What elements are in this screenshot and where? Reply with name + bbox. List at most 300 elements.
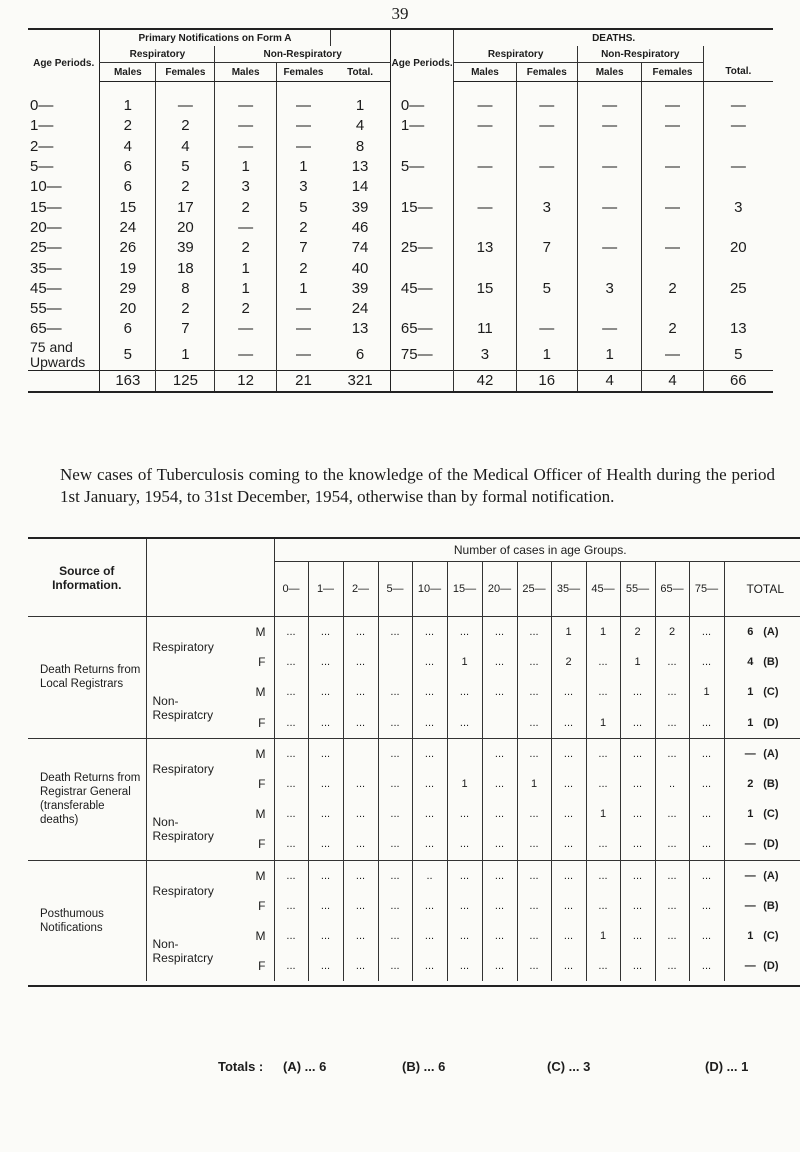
row-total-value: — xyxy=(744,869,756,882)
category-non-respiratory xyxy=(146,677,234,738)
age-count-cell: ... xyxy=(412,708,447,739)
cell-rf: 2 xyxy=(156,116,215,136)
age-count-cell: 1 xyxy=(447,647,482,677)
row-total-code: (A) xyxy=(763,626,779,639)
row-total xyxy=(724,829,800,860)
age-count-cell: ... xyxy=(308,921,343,951)
age-count-cell: 1 xyxy=(586,708,620,739)
cell-nf: 1 xyxy=(276,279,330,299)
age-count-cell: 1 xyxy=(517,769,551,799)
age-count-cell: ... xyxy=(412,647,447,677)
cell-dnm: — xyxy=(577,197,641,217)
cell-age2: 45— xyxy=(390,279,453,299)
cell-tot: 13 xyxy=(351,158,369,176)
age-count-cell: ... xyxy=(517,860,551,891)
cell-nm: 2 xyxy=(215,299,276,319)
females-header: Females xyxy=(642,63,703,82)
age-period-cell: 1— xyxy=(30,117,54,135)
age-count-cell: ... xyxy=(586,738,620,769)
cell-dtot: 5 xyxy=(703,340,773,371)
cell-tot: 74 xyxy=(351,239,369,257)
age-count-cell: ... xyxy=(274,951,308,981)
cell-dtot xyxy=(703,299,773,319)
sex-label: F xyxy=(258,715,266,730)
row-total-value: — xyxy=(744,747,756,760)
age-count-cell: ... xyxy=(689,891,724,921)
deaths-group-header: DEATHS. xyxy=(454,29,773,46)
age-row xyxy=(28,340,773,371)
age-count-cell: ... xyxy=(308,617,343,648)
cell-drf xyxy=(516,137,577,157)
non-respiratory-line1: Non- xyxy=(152,937,179,952)
cell-age2 xyxy=(390,177,453,197)
age-count-cell: ... xyxy=(586,677,620,707)
age-count-cell: ... xyxy=(378,829,412,860)
age-count-cell: ... xyxy=(482,860,517,891)
age-count-cell: ... xyxy=(274,708,308,739)
age-count-cell: ... xyxy=(447,799,482,829)
cell-drm: 11 xyxy=(454,319,516,339)
cell-nm: — xyxy=(215,319,276,339)
row-total-value: 1 xyxy=(747,929,754,942)
cell-dtot xyxy=(703,137,773,157)
age-period-cell: 20— xyxy=(30,218,62,236)
cell-age2 xyxy=(390,299,453,319)
age-count-cell: ... xyxy=(343,799,378,829)
cell-rm: 5 xyxy=(100,340,156,371)
age-count-cell: ... xyxy=(274,921,308,951)
age-count-cell: ... xyxy=(517,829,551,860)
cell-drf xyxy=(516,299,577,319)
age-count-cell: ... xyxy=(274,617,308,648)
age-row xyxy=(28,218,773,238)
age-count-cell: ... xyxy=(620,860,655,891)
total-c: (C) ... 3 xyxy=(547,1059,591,1074)
cell-rm: 29 xyxy=(100,279,156,299)
age-count-cell: ... xyxy=(620,829,655,860)
age-count-cell: 1 xyxy=(586,799,620,829)
deaths-non-respiratory-header: Non-Respiratory xyxy=(577,46,703,63)
age-periods-header-2: Age Periods. xyxy=(390,46,453,82)
age-count-cell: ... xyxy=(689,860,724,891)
row-total-value: — xyxy=(744,960,756,973)
age-count-cell: ... xyxy=(517,921,551,951)
cell-age2: 0— xyxy=(390,96,453,116)
cell-age2: 75— xyxy=(390,340,453,371)
cell-dnm: — xyxy=(577,96,641,116)
age-count-cell: ... xyxy=(551,738,586,769)
age-row xyxy=(28,279,773,299)
age-count-cell: 1 xyxy=(689,677,724,707)
cell-rm: 6 xyxy=(100,319,156,339)
category-respiratory: Respiratory xyxy=(146,617,234,678)
age-group-header: 25— xyxy=(517,562,551,617)
age-row xyxy=(28,319,773,339)
cell-nf: 2 xyxy=(276,258,330,278)
cell-dnf xyxy=(642,218,703,238)
total-header: Total. xyxy=(330,63,390,82)
age-count-cell: ... xyxy=(586,891,620,921)
age-count-cell: ... xyxy=(274,829,308,860)
row-total-code: (A) xyxy=(763,747,779,760)
cell-drm xyxy=(454,177,516,197)
age-count-cell: ... xyxy=(378,708,412,739)
age-count-cell: ... xyxy=(343,677,378,707)
age-group-header: 35— xyxy=(551,562,586,617)
row-total xyxy=(724,951,800,981)
header-blank xyxy=(330,29,390,46)
cell-nm: 1 xyxy=(215,258,276,278)
row-total xyxy=(724,891,800,921)
age-count-cell: ... xyxy=(655,951,689,981)
age-count-cell: 1 xyxy=(447,769,482,799)
cell-nm: — xyxy=(215,137,276,157)
age-count-cell: ... xyxy=(482,647,517,677)
age-row xyxy=(28,197,773,217)
age-count-cell: ... xyxy=(308,647,343,677)
cell-nf: — xyxy=(276,96,330,116)
age-count-cell: ... xyxy=(655,647,689,677)
cell-nf: — xyxy=(276,340,330,371)
cell-rf: 39 xyxy=(156,238,215,258)
cell-rm: 19 xyxy=(100,258,156,278)
sex-label: F xyxy=(258,777,266,792)
source-label: Posthumous Notifications xyxy=(28,860,146,981)
age-count-cell: ... xyxy=(586,769,620,799)
header-blank xyxy=(703,46,773,63)
cell-dnf xyxy=(642,137,703,157)
age-group-header: 10— xyxy=(412,562,447,617)
age-count-cell: ... xyxy=(689,708,724,739)
category-non-respiratory xyxy=(146,799,234,860)
table1-totals-row xyxy=(28,370,773,392)
age-count-cell: ... xyxy=(308,708,343,739)
age-count-cell: ... xyxy=(308,829,343,860)
age-count-cell: ... xyxy=(482,738,517,769)
age-count-cell: ... xyxy=(517,617,551,648)
age-count-cell: ... xyxy=(378,860,412,891)
sex-label: F xyxy=(258,898,266,913)
sex-label: F xyxy=(258,655,266,670)
age-count-cell: ... xyxy=(620,921,655,951)
age-count-cell: ... xyxy=(447,677,482,707)
sex-label: F xyxy=(258,959,266,974)
source-label: Death Returns from Local Registrars xyxy=(40,664,141,691)
cell-nm: 2 xyxy=(215,197,276,217)
males-header: Males xyxy=(100,63,156,82)
cell-rf: 17 xyxy=(156,197,215,217)
cell-rf: — xyxy=(156,96,215,116)
category-header xyxy=(146,538,274,617)
corner-cell xyxy=(28,29,100,46)
age-count-cell: ... xyxy=(551,921,586,951)
cell-drm: — xyxy=(454,197,516,217)
age-group-header: 2— xyxy=(343,562,378,617)
cell-tot: 39 xyxy=(351,198,369,216)
age-count-cell: .. xyxy=(655,769,689,799)
age-group-header: 0— xyxy=(274,562,308,617)
age-count-cell: ... xyxy=(378,677,412,707)
cell-nm: — xyxy=(215,340,276,371)
cell-tot: 14 xyxy=(351,178,369,196)
cell-rf: 8 xyxy=(156,279,215,299)
age-count-cell: ... xyxy=(586,951,620,981)
age-count-cell: ... xyxy=(586,829,620,860)
non-respiratory-line1: Non- xyxy=(152,693,179,708)
age-count-cell: ... xyxy=(447,921,482,951)
age-period-cell: 55— xyxy=(30,300,62,318)
age-count-cell: ... xyxy=(412,921,447,951)
cell-drf: — xyxy=(516,157,577,177)
age-count-cell: ... xyxy=(343,829,378,860)
row-total-value: — xyxy=(744,899,756,912)
cell-rm: 24 xyxy=(100,218,156,238)
age-periods-header: Age Periods. xyxy=(33,58,95,70)
cell-drf: — xyxy=(516,116,577,136)
age-count-cell: ... xyxy=(308,677,343,707)
age-count-cell: ... xyxy=(517,647,551,677)
total-deaths: 66 xyxy=(703,370,773,392)
total-nonresp-females: 21 xyxy=(276,370,330,392)
age-count-cell: ... xyxy=(343,647,378,677)
totals-blank xyxy=(28,370,100,392)
cell-rm: 6 xyxy=(100,177,156,197)
age-count-cell: 1 xyxy=(620,647,655,677)
age-count-cell: ... xyxy=(378,951,412,981)
category-respiratory: Respiratory xyxy=(146,738,234,799)
non-respiratory-line2: Respiratory xyxy=(152,829,214,844)
cell-drm: 15 xyxy=(454,279,516,299)
cell-drf: 3 xyxy=(516,197,577,217)
age-count-cell: ... xyxy=(551,799,586,829)
age-period-cell: 75 and Upwards xyxy=(30,338,86,370)
age-count-cell xyxy=(482,708,517,739)
age-period-cell: 45— xyxy=(30,279,62,297)
age-count-cell: ... xyxy=(343,891,378,921)
cell-age2: 25— xyxy=(390,238,453,258)
age-count-cell: ... xyxy=(308,799,343,829)
cell-dnm xyxy=(577,218,641,238)
age-count-cell: ... xyxy=(308,738,343,769)
source-row xyxy=(28,860,800,891)
total-nonresp-males: 12 xyxy=(215,370,276,392)
cell-age2 xyxy=(390,218,453,238)
row-total xyxy=(724,647,800,677)
cell-nm: 1 xyxy=(215,157,276,177)
total-b: (B) ... 6 xyxy=(402,1059,446,1074)
cell-age2 xyxy=(390,137,453,157)
cell-drf: — xyxy=(516,319,577,339)
row-total-code: (B) xyxy=(763,778,779,791)
age-count-cell: ... xyxy=(620,951,655,981)
cell-nm: 3 xyxy=(215,177,276,197)
age-count-cell: ... xyxy=(308,951,343,981)
cell-dnf: — xyxy=(642,238,703,258)
age-count-cell: ... xyxy=(551,951,586,981)
age-group-header: 15— xyxy=(447,562,482,617)
cell-nf: 2 xyxy=(276,218,330,238)
age-count-cell: ... xyxy=(343,617,378,648)
cell-dtot xyxy=(703,218,773,238)
cell-nf: 1 xyxy=(276,157,330,177)
cell-rm: 20 xyxy=(100,299,156,319)
age-count-cell: ... xyxy=(412,891,447,921)
age-count-cell: ... xyxy=(655,708,689,739)
sex-label: F xyxy=(258,837,266,852)
cell-dnf: — xyxy=(642,340,703,371)
age-count-cell: ... xyxy=(551,860,586,891)
age-count-cell: .. xyxy=(412,860,447,891)
age-count-cell: ... xyxy=(447,860,482,891)
cell-age2 xyxy=(390,258,453,278)
cell-dnf: — xyxy=(642,157,703,177)
row-total-value: — xyxy=(744,838,756,851)
row-total-code: (A) xyxy=(763,869,779,882)
cell-dtot: 3 xyxy=(703,197,773,217)
cell-tot: 4 xyxy=(355,117,365,135)
cell-dnm: — xyxy=(577,319,641,339)
males-header: Males xyxy=(454,63,516,82)
age-count-cell: ... xyxy=(447,708,482,739)
age-count-cell: ... xyxy=(412,617,447,648)
age-count-cell: 2 xyxy=(551,647,586,677)
age-period-cell: 0— xyxy=(30,97,54,115)
age-count-cell: ... xyxy=(412,677,447,707)
cell-rf: 2 xyxy=(156,177,215,197)
sex-label: M xyxy=(234,860,274,891)
cell-dtot: — xyxy=(703,116,773,136)
age-count-cell: 2 xyxy=(620,617,655,648)
row-total-value: 1 xyxy=(747,686,754,699)
cell-rf: 20 xyxy=(156,218,215,238)
age-period-cell: 10— xyxy=(30,178,62,196)
row-total-value: 1 xyxy=(747,808,754,821)
cell-nf: 5 xyxy=(276,197,330,217)
cell-dnm xyxy=(577,137,641,157)
age-period-cell: 15— xyxy=(30,198,62,216)
cell-rf: 5 xyxy=(156,157,215,177)
cell-dnf: — xyxy=(642,116,703,136)
cell-nm: — xyxy=(215,218,276,238)
row-total-code: (D) xyxy=(763,716,779,729)
source-header xyxy=(28,538,146,617)
age-row xyxy=(28,238,773,258)
cell-drm: 13 xyxy=(454,238,516,258)
age-count-cell: ... xyxy=(378,769,412,799)
row-total xyxy=(724,738,800,769)
age-row xyxy=(28,116,773,136)
cell-drm xyxy=(454,258,516,278)
cell-drf: 5 xyxy=(516,279,577,299)
category-non-respiratory xyxy=(146,921,234,981)
cell-drm: — xyxy=(454,157,516,177)
age-count-cell: ... xyxy=(482,769,517,799)
age-count-cell: ... xyxy=(551,708,586,739)
tuberculosis-paragraph: New cases of Tuberculosis coming to the knowledge of the Medical Officer of Health during the period 1st January, 1954, to 31st December, 1954, otherwise than by formal notification. xyxy=(60,465,775,506)
cell-nm: — xyxy=(215,96,276,116)
cell-dnm: — xyxy=(577,238,641,258)
cell-dnf: — xyxy=(642,197,703,217)
age-row xyxy=(28,96,773,116)
row-total xyxy=(724,677,800,707)
row-total-code: (C) xyxy=(763,686,779,699)
cell-nf: 3 xyxy=(276,177,330,197)
cell-dtot: — xyxy=(703,96,773,116)
age-count-cell: ... xyxy=(517,891,551,921)
totals-label: Totals : xyxy=(218,1059,264,1074)
age-count-cell: ... xyxy=(655,860,689,891)
age-count-cell: ... xyxy=(274,677,308,707)
cell-rm: 15 xyxy=(100,197,156,217)
age-group-header: 20— xyxy=(482,562,517,617)
source-header-text: Source of Information. xyxy=(52,563,122,592)
cell-dtot: — xyxy=(703,157,773,177)
age-count-cell: ... xyxy=(482,829,517,860)
age-period-cell: 25— xyxy=(30,239,62,257)
total-notifications: 321 xyxy=(330,370,390,392)
notifications-group-header: Primary Notifications on Form A xyxy=(100,29,330,46)
total-deaths-resp-males: 42 xyxy=(454,370,516,392)
age-count-cell: ... xyxy=(343,860,378,891)
cell-nm: 1 xyxy=(215,279,276,299)
category-respiratory: Respiratory xyxy=(146,860,234,921)
females-header: Females xyxy=(516,63,577,82)
age-count-cell: ... xyxy=(551,769,586,799)
age-count-cell: ... xyxy=(517,677,551,707)
age-group-header: 75— xyxy=(689,562,724,617)
sex-label: M xyxy=(255,928,266,943)
age-count-cell: ... xyxy=(412,951,447,981)
row-total xyxy=(724,617,800,648)
cell-drm xyxy=(454,137,516,157)
age-count-cell: ... xyxy=(343,951,378,981)
age-group-header: 55— xyxy=(620,562,655,617)
age-period-cell: 5— xyxy=(30,158,54,176)
total-resp-females: 125 xyxy=(156,370,215,392)
age-count-cell: ... xyxy=(308,860,343,891)
cell-tot: 39 xyxy=(351,279,369,297)
age-count-cell xyxy=(378,647,412,677)
age-count-cell: ... xyxy=(343,708,378,739)
row-total xyxy=(724,769,800,799)
sex-label: M xyxy=(255,685,266,700)
cell-drm xyxy=(454,218,516,238)
respiratory-header: Respiratory xyxy=(100,46,215,63)
cell-dnm xyxy=(577,299,641,319)
age-count-cell: ... xyxy=(689,738,724,769)
cell-dtot: 25 xyxy=(703,279,773,299)
cell-dnm: 1 xyxy=(577,340,641,371)
age-count-cell: ... xyxy=(586,647,620,677)
cell-drf xyxy=(516,218,577,238)
age-count-cell: ... xyxy=(517,799,551,829)
cell-rf: 2 xyxy=(156,299,215,319)
cell-dnf xyxy=(642,299,703,319)
age-count-cell: ... xyxy=(412,769,447,799)
header-blank xyxy=(390,29,453,46)
total-a: (A) ... 6 xyxy=(283,1059,327,1074)
age-count-cell: ... xyxy=(655,829,689,860)
cell-tot: 6 xyxy=(355,345,365,363)
cell-rf: 18 xyxy=(156,258,215,278)
age-count-cell: ... xyxy=(517,738,551,769)
age-count-cell: ... xyxy=(412,829,447,860)
total-d: (D) ... 1 xyxy=(705,1059,749,1074)
age-count-cell: ... xyxy=(274,769,308,799)
age-count-cell: ... xyxy=(655,799,689,829)
age-count-cell: ... xyxy=(482,617,517,648)
age-count-cell: ... xyxy=(378,617,412,648)
